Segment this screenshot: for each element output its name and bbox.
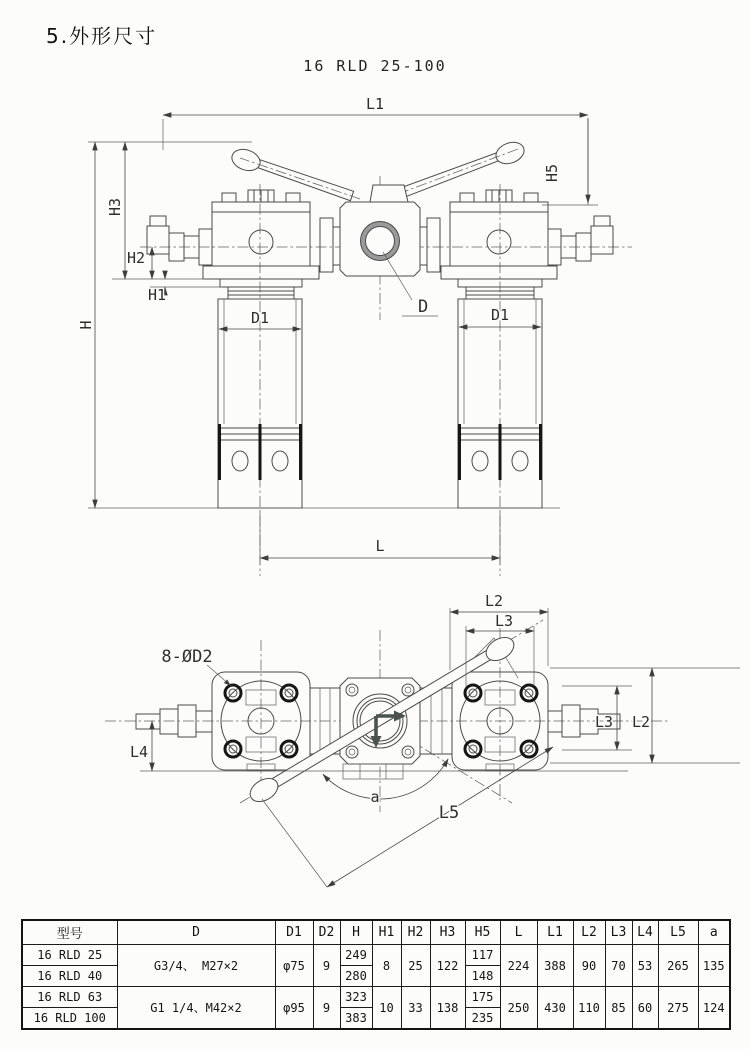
cell-l2: 110 — [573, 987, 605, 1030]
cell-h1: 10 — [372, 987, 401, 1030]
dim-label-h5: H5 — [543, 163, 561, 183]
header-l5: L5 — [658, 920, 698, 945]
cell-h2: 33 — [401, 987, 430, 1030]
dim-label-h3: H3 — [106, 197, 124, 217]
filter-head-left — [203, 190, 319, 508]
header-h2: H2 — [401, 920, 430, 945]
cell-h5: 148 — [465, 966, 500, 987]
header-l4: L4 — [632, 920, 658, 945]
bolt-callout-label: 8-ØD2 — [161, 647, 213, 667]
header-d2: D2 — [313, 920, 340, 945]
cell-d1: φ75 — [275, 945, 313, 987]
cell-h2: 25 — [401, 945, 430, 987]
header-d: D — [117, 920, 275, 945]
cell-d1: φ95 — [275, 987, 313, 1030]
model-range-subtitle: 16 RLD 25-100 — [303, 57, 447, 75]
handle-right — [398, 138, 527, 196]
cell-model: 16 RLD 63 — [22, 987, 117, 1008]
cell-h: 383 — [340, 1008, 372, 1030]
cell-l1: 430 — [537, 987, 573, 1030]
cell-l: 250 — [500, 987, 537, 1030]
plan-view-drawing — [105, 592, 740, 887]
handle-left — [229, 146, 360, 201]
cell-l5: 265 — [658, 945, 698, 987]
fitting-right-front — [548, 216, 613, 265]
cell-l2: 90 — [573, 945, 605, 987]
table-row — [22, 987, 730, 1008]
header-h: H — [340, 920, 372, 945]
header-d1: D1 — [275, 920, 313, 945]
cell-l4: 60 — [632, 987, 658, 1030]
header-l: L — [500, 920, 537, 945]
cell-model: 16 RLD 25 — [22, 945, 117, 966]
cell-d: G1 1/4、M42×2 — [117, 987, 275, 1030]
handle-plan — [246, 633, 518, 807]
dimension-table — [21, 919, 731, 1030]
dim-label-l3-right: L3 — [594, 713, 614, 731]
cell-l: 224 — [500, 945, 537, 987]
dim-label-l1: L1 — [365, 95, 385, 113]
cell-d: G3/4、 M27×2 — [117, 945, 275, 987]
page-title: 5.外形尺寸 — [46, 24, 158, 48]
header-a: a — [698, 920, 730, 945]
dim-label-l4: L4 — [129, 743, 149, 761]
cell-l1: 388 — [537, 945, 573, 987]
dim-label-l5: L5 — [438, 803, 460, 823]
cell-h3: 122 — [430, 945, 465, 987]
cell-h3: 138 — [430, 987, 465, 1030]
valve-block-front — [320, 185, 440, 276]
header-h1: H1 — [372, 920, 401, 945]
cell-l3: 85 — [605, 987, 632, 1030]
dim-label-a: a — [370, 788, 380, 806]
dim-label-d: D — [418, 297, 429, 317]
table-header-row — [22, 920, 730, 945]
cell-a: 135 — [698, 945, 730, 987]
dim-label-l: L — [375, 537, 385, 555]
cell-h1: 8 — [372, 945, 401, 987]
cell-h: 280 — [340, 966, 372, 987]
cell-d2: 9 — [313, 945, 340, 987]
cell-model: 16 RLD 40 — [22, 966, 117, 987]
cell-model: 16 RLD 100 — [22, 1008, 117, 1030]
cell-l3: 70 — [605, 945, 632, 987]
cell-h: 249 — [340, 945, 372, 966]
front-view-drawing — [77, 95, 632, 576]
cell-h5: 235 — [465, 1008, 500, 1030]
dim-label-h: H — [77, 320, 95, 330]
dim-label-d1-right: D1 — [490, 306, 510, 324]
front-dimensions — [77, 95, 598, 564]
valve-block-plan — [340, 678, 420, 779]
header-l1: L1 — [537, 920, 573, 945]
cell-d2: 9 — [313, 987, 340, 1030]
cell-l4: 53 — [632, 945, 658, 987]
cell-l5: 275 — [658, 987, 698, 1030]
filter-head-right — [441, 190, 557, 508]
fitting-left-front — [147, 216, 212, 265]
cell-a: 124 — [698, 987, 730, 1030]
dim-label-d1-left: D1 — [250, 309, 270, 327]
plan-dimensions — [130, 592, 740, 887]
header-h5: H5 — [465, 920, 500, 945]
dim-label-h2: H2 — [126, 249, 146, 267]
dim-label-l2-right: L2 — [631, 713, 651, 731]
table-row — [22, 945, 730, 966]
header-l2: L2 — [573, 920, 605, 945]
header-h3: H3 — [430, 920, 465, 945]
cell-h5: 117 — [465, 945, 500, 966]
dim-label-l3-top: L3 — [494, 612, 514, 630]
cell-h: 323 — [340, 987, 372, 1008]
cell-h5: 175 — [465, 987, 500, 1008]
dim-label-h1: H1 — [147, 286, 167, 304]
header-model: 型号 — [22, 920, 117, 945]
dim-label-l2-top: L2 — [484, 592, 504, 610]
header-l3: L3 — [605, 920, 632, 945]
